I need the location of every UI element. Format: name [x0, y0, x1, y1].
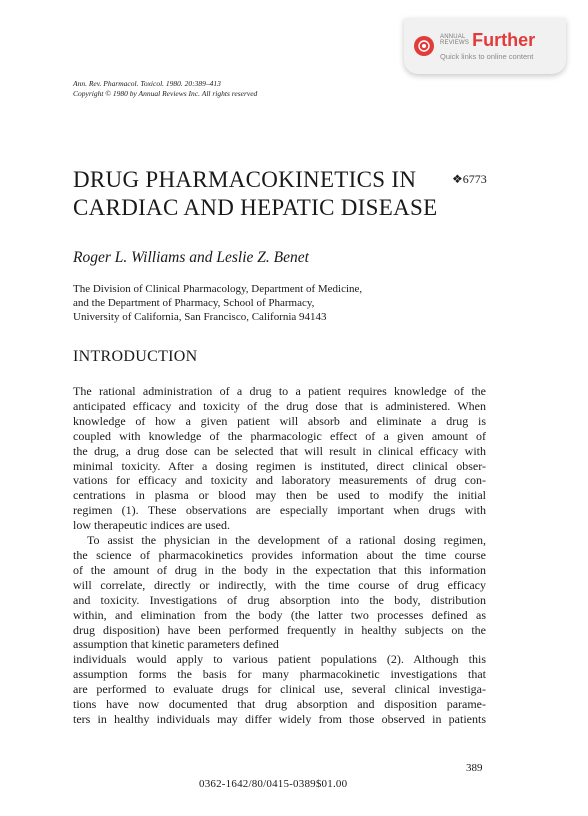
title-line: DRUG PHARMACOKINETICS IN — [73, 167, 417, 192]
badge-annual-label: ANNUAL — [440, 33, 466, 40]
text-line: are performed to evaluate drugs for clinical use, several clinical investiga- — [73, 682, 486, 697]
paragraph — [73, 384, 486, 533]
text-line: assumption that kinetic parameters defined — [73, 637, 279, 652]
annual-reviews-logo-icon — [414, 36, 434, 56]
journal-citation — [73, 79, 257, 99]
affiliation-line: and the Department of Pharmacy, School of Pharmacy, — [73, 297, 315, 309]
affiliation-line: The Division of Clinical Pharmacology, Department of Medicine, — [73, 283, 363, 295]
text-line: To assist the physician in the development of a rational dosing regimen, — [87, 533, 486, 548]
text-line: ters in healthy individuals may differ widely from those observed in patients — [73, 711, 486, 726]
text-line: The rational administration of a drug to a patient requires knowledge of the — [73, 384, 486, 398]
body-text — [73, 384, 486, 727]
text-line: and toxicity. Investigations of drug absorption into the body, distribution — [73, 592, 486, 607]
badge-text — [440, 31, 535, 61]
article-serial-number: ❖6773 — [452, 172, 487, 186]
text-line: coupled with knowledge of the pharmacologic effect of a given amount of — [73, 428, 486, 443]
badge-reviews-label: REVIEWS — [440, 40, 470, 46]
text-line: tions have now documented that drug absorption and disposition parame- — [73, 697, 486, 712]
badge-title-row — [440, 31, 535, 49]
section-heading: INTRODUCTION — [73, 348, 198, 365]
affiliation-line: University of California, San Francisco, California 94143 — [73, 311, 327, 323]
copyright-line: Copyright © 1980 by Annual Reviews Inc. All rights reserved — [73, 89, 258, 98]
citation-line: Ann. Rev. Pharmacol. Toxicol. 1980. 20:389–413 — [73, 79, 221, 88]
text-line: centrations in plasma or blood may then be used to modify the initial — [73, 488, 486, 503]
text-line: individuals would apply to various patient populations (2). Although this — [73, 652, 486, 667]
article-code: 0362-1642/80/0415-0389$01.00 — [199, 778, 348, 790]
text-line: minimal toxicity. After a dosing regimen is instituted, direct clinical obser- — [73, 458, 486, 473]
paragraph — [73, 533, 486, 727]
text-line: drug disposition) have been performed frequently in healthy subjects on the — [73, 622, 486, 637]
annual-reviews-further-badge[interactable] — [404, 18, 566, 74]
title-line: CARDIAC AND HEPATIC DISEASE — [73, 195, 438, 220]
article-title — [73, 166, 437, 222]
text-line: of the amount of drug in the body in the expectation that this information — [73, 562, 486, 577]
badge-further-label: Further — [472, 30, 536, 50]
text-line: the science of pharmacokinetics provides information about the time course — [73, 547, 486, 562]
affiliation — [73, 282, 362, 324]
text-line: knowledge of how a given patient will absorb and eliminate a drug is — [73, 413, 486, 428]
text-line: low therapeutic indices are used. — [73, 518, 230, 533]
authors: Roger L. Williams and Leslie Z. Benet — [73, 249, 309, 266]
text-line: within, and elimination from the body (the latter two processes defined as — [73, 607, 486, 622]
badge-publisher — [440, 34, 469, 47]
text-line: the drug, a drug dose can be selected that will result in clinical efficacy with — [73, 443, 486, 458]
text-line: regimen (1). These observations are especially important when drugs with — [73, 503, 486, 518]
text-line: vations for efficacy and toxicity and laboratory measurements of drug con- — [73, 473, 486, 488]
text-line: will correlate, directly or indirectly, with the time course of drug efficacy — [73, 577, 486, 592]
text-line: anticipated efficacy and toxicity of the drug dose that is administered. When — [73, 398, 486, 413]
text-line: assumption forms the basis for many pharmacokinetic investigations that — [73, 667, 486, 682]
badge-quick-links[interactable]: Quick links to online content — [440, 52, 534, 61]
page-number: 389 — [466, 762, 483, 774]
